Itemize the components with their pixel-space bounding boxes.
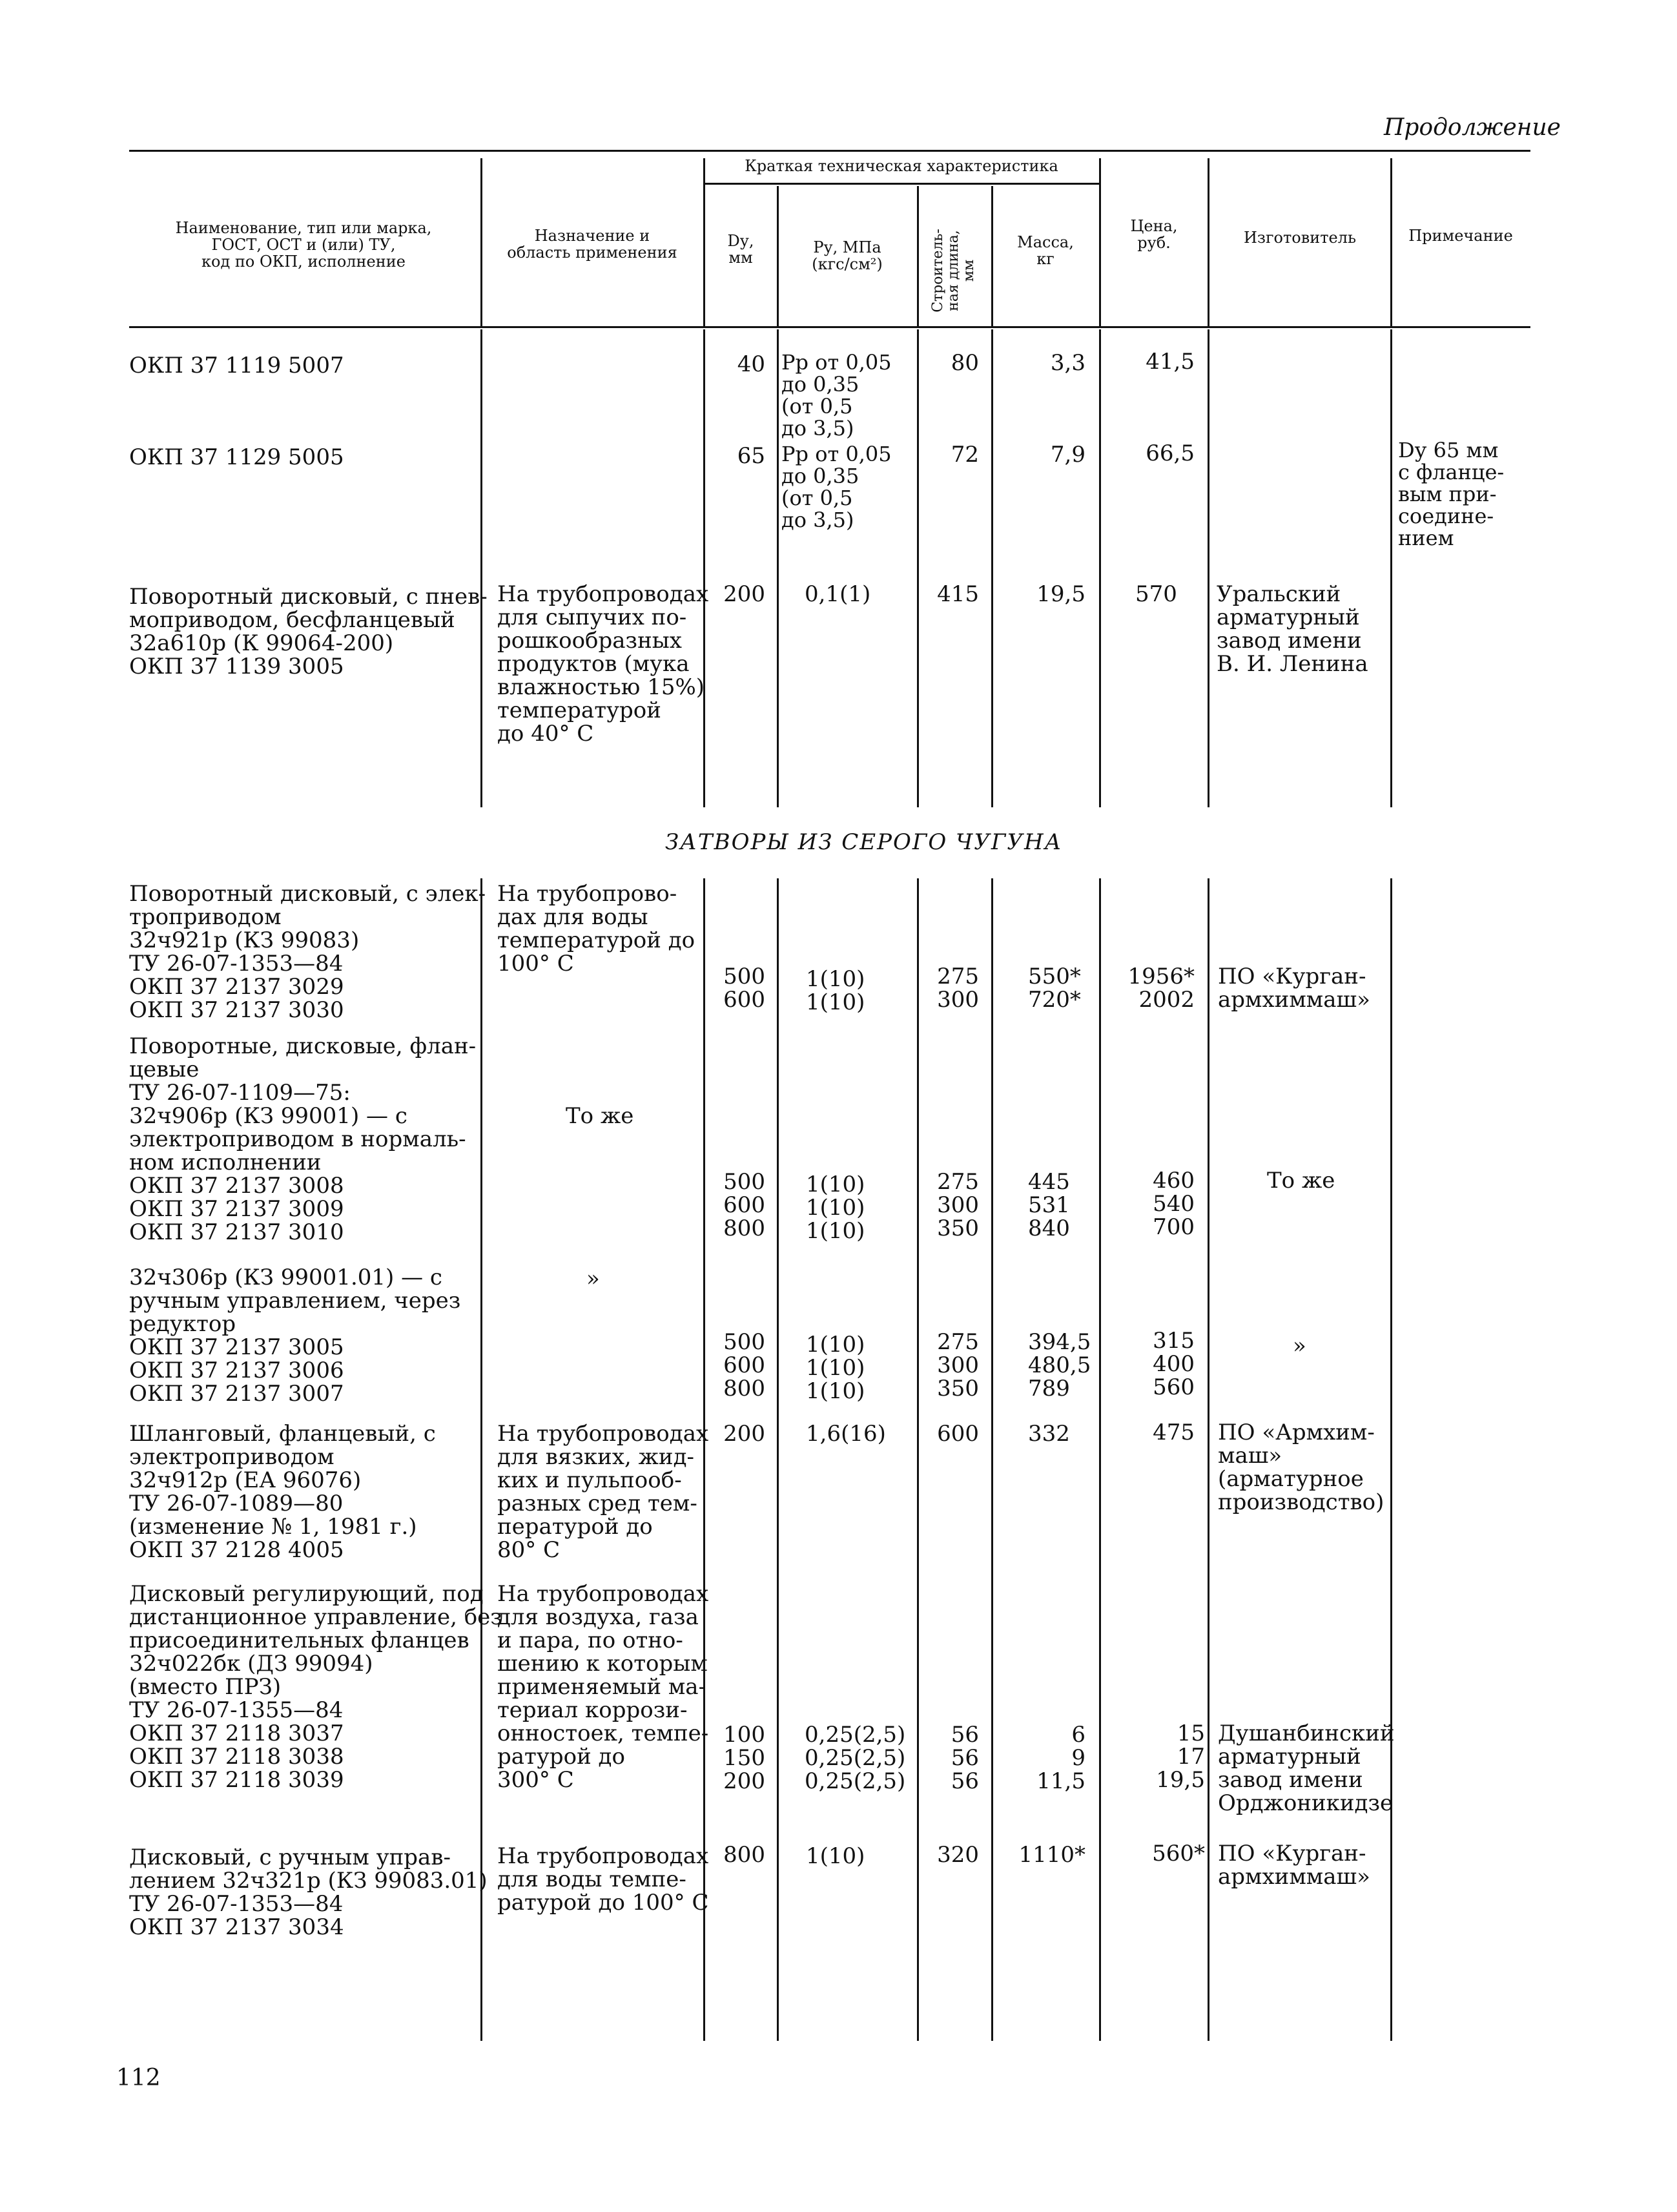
row-5-mass: 394,5 480,5 789 bbox=[1028, 1329, 1091, 1401]
row-4-name: Поворотные, дисковые, флан- цевые ТУ 26-07-1109—75: 32ч906р (КЗ 99001) — с электроприводом в нормаль- ном исполнении ОКП 37 2137 3008 ОКП 37 2137 3009 ОКП 37 2137 3010 bbox=[129, 1033, 477, 1245]
body-divider bbox=[1208, 878, 1209, 2041]
row-4-length: 275 300 350 bbox=[937, 1169, 979, 1241]
row-0-pn: Pр от 0,05 до 0,35 (от 0,5 до 3,5) bbox=[781, 350, 892, 440]
header-bottom-rule bbox=[129, 326, 1530, 328]
body-divider bbox=[1099, 329, 1101, 807]
row-1-pn: Pр от 0,05 до 0,35 (от 0,5 до 3,5) bbox=[781, 442, 892, 532]
row-2-price: 570 bbox=[1135, 581, 1177, 607]
row-0-name: ОКП 37 1119 5007 bbox=[129, 353, 344, 378]
header-divider bbox=[1208, 158, 1209, 326]
row-0-dn: 40 bbox=[737, 351, 765, 377]
header-note: Примечание bbox=[1408, 227, 1513, 245]
continuation-label: Продолжение bbox=[1384, 114, 1561, 141]
row-2-name: Поворотный дисковый, с пнев- моприводом, бесфланцевый 32а610р (К 99064-200) ОКП 37 1139 3005 bbox=[129, 584, 488, 679]
row-1-mass: 7,9 bbox=[1050, 442, 1085, 468]
row-8-pn: 1(10) bbox=[806, 1843, 865, 1869]
body-divider bbox=[1390, 878, 1392, 2041]
row-7-dn: 100 150 200 bbox=[723, 1722, 765, 1794]
body-divider bbox=[480, 329, 482, 807]
row-2-dn: 200 bbox=[723, 581, 765, 607]
row-8-length: 320 bbox=[937, 1842, 979, 1868]
row-5-name: 32ч306р (КЗ 99001.01) — с ручным управлением, через редуктор ОКП 37 2137 3005 ОКП 37 2137 3006 ОКП 37 2137 3007 bbox=[129, 1265, 461, 1407]
row-6-purpose: На трубопроводах для вязких, жид- ких и пульпооб- разных сред тем- пературой до 80° С bbox=[497, 1421, 709, 1563]
row-7-purpose: На трубопроводах для воздуха, газа и пара, по отно- шению к которым применяемый ма- териал коррози- онностоек, темпе- ратурой до 300° С bbox=[497, 1581, 709, 1793]
row-1-length: 72 bbox=[951, 442, 979, 468]
header-divider bbox=[480, 158, 482, 326]
row-6-name: Шланговый, фланцевый, с электроприводом 32ч912р (ЕА 96076) ТУ 26-07-1089—80 (изменение № 1, 1981 г.) ОКП 37 2128 4005 bbox=[129, 1421, 436, 1563]
row-7-price: 15 17 19,5 bbox=[1156, 1721, 1205, 1793]
row-8-purpose: На трубопроводах для воды темпе- ратурой до 100° С bbox=[497, 1843, 709, 1916]
row-1-name: ОКП 37 1129 5005 bbox=[129, 444, 344, 470]
row-0-mass: 3,3 bbox=[1050, 350, 1085, 376]
body-divider bbox=[1099, 878, 1101, 2041]
header-name: Наименование, тип или марка, ГОСТ, ОСТ и (или) ТУ, код по ОКП, исполнение bbox=[175, 219, 432, 271]
header-mass: Масса, кг bbox=[1017, 233, 1074, 268]
header-group: Краткая техническая характеристика bbox=[745, 157, 1058, 175]
header-dn: Dу, мм bbox=[727, 232, 754, 267]
row-8-maker: ПО «Курган- армхиммаш» bbox=[1218, 1841, 1370, 1890]
row-6-dn: 200 bbox=[723, 1421, 765, 1447]
body-divider bbox=[1208, 329, 1209, 807]
header-maker: Изготовитель bbox=[1243, 229, 1357, 247]
row-7-pn: 0,25(2,5) 0,25(2,5) 0,25(2,5) bbox=[805, 1722, 906, 1794]
row-6-maker: ПО «Армхим- маш» (арматурное производство) bbox=[1218, 1420, 1384, 1515]
row-8-dn: 800 bbox=[723, 1842, 765, 1868]
body-divider bbox=[777, 878, 779, 2041]
table-top-rule bbox=[129, 150, 1530, 152]
header-purpose: Назначение и область применения bbox=[507, 227, 677, 262]
body-divider bbox=[991, 329, 993, 807]
row-4-price: 460 540 700 bbox=[1153, 1168, 1195, 1240]
row-0-length: 80 bbox=[951, 350, 979, 376]
header-pn: Pу, МПа (кгс/см²) bbox=[812, 238, 883, 273]
row-3-length: 275 300 bbox=[937, 964, 979, 1013]
row-5-pn: 1(10) 1(10) 1(10) bbox=[806, 1332, 865, 1404]
header-price: Цена, руб. bbox=[1130, 217, 1178, 252]
row-2-pn: 0,1(1) bbox=[805, 581, 871, 607]
row-1-price: 66,5 bbox=[1146, 440, 1195, 466]
row-7-name: Дисковый регулирующий, под дистанционное управление, без присоединительных фланцев 32ч022бк (ДЗ 99094) (вместо ПРЗ) ТУ 26-07-1355—84 ОКП 37 2118 3037 ОКП 37 2118 3038 ОКП 37 2118 3039 bbox=[129, 1581, 502, 1793]
row-8-name: Дисковый, с ручным управ- лением 32ч321р (КЗ 99083.01) ТУ 26-07-1353—84 ОКП 37 2137 3034 bbox=[129, 1845, 488, 1940]
row-4-maker: То же bbox=[1267, 1168, 1335, 1194]
row-2-maker: Уральский арматурный завод имени В. И. Ленина bbox=[1217, 581, 1368, 677]
group-rule bbox=[704, 183, 1099, 185]
body-divider bbox=[777, 329, 779, 807]
row-8-price: 560* bbox=[1152, 1841, 1205, 1866]
row-5-dn: 500 600 800 bbox=[723, 1329, 765, 1401]
section-title: ЗАТВОРЫ ИЗ СЕРОГО ЧУГУНА bbox=[665, 829, 1063, 855]
row-7-mass: 6 9 11,5 bbox=[1036, 1722, 1085, 1794]
row-5-length: 275 300 350 bbox=[937, 1329, 979, 1401]
row-3-pn: 1(10) 1(10) bbox=[806, 966, 865, 1015]
row-6-mass: 332 bbox=[1028, 1421, 1070, 1447]
row-7-maker: Душанбинский арматурный завод имени Орджоникидзе bbox=[1218, 1721, 1395, 1816]
row-2-mass: 19,5 bbox=[1036, 581, 1085, 607]
row-4-pn: 1(10) 1(10) 1(10) bbox=[806, 1172, 865, 1244]
row-3-maker: ПО «Курган- армхиммаш» bbox=[1218, 964, 1370, 1013]
row-3-dn: 500 600 bbox=[723, 964, 765, 1013]
row-6-price: 475 bbox=[1153, 1420, 1195, 1445]
row-5-price: 315 400 560 bbox=[1153, 1328, 1195, 1400]
row-7-length: 56 56 56 bbox=[951, 1722, 979, 1794]
body-divider bbox=[991, 878, 993, 2041]
header-divider bbox=[917, 186, 919, 326]
page-number: 112 bbox=[116, 2065, 161, 2091]
body-divider bbox=[917, 878, 919, 2041]
row-5-maker: » bbox=[1293, 1333, 1306, 1359]
row-3-name: Поворотный дисковый, с элек- троприводом 32ч921р (КЗ 99083) ТУ 26-07-1353—84 ОКП 37 2137 3029 ОКП 37 2137 3030 bbox=[129, 881, 486, 1023]
row-6-pn: 1,6(16) bbox=[806, 1421, 886, 1447]
body-divider bbox=[917, 329, 919, 807]
row-3-mass: 550* 720* bbox=[1028, 964, 1081, 1013]
row-1-dn: 65 bbox=[737, 443, 765, 469]
row-8-mass: 1110* bbox=[1018, 1842, 1085, 1868]
row-5-purpose: » bbox=[586, 1266, 600, 1292]
row-4-mass: 445 531 840 bbox=[1028, 1169, 1070, 1241]
row-6-length: 600 bbox=[937, 1421, 979, 1447]
row-4-dn: 500 600 800 bbox=[723, 1169, 765, 1241]
row-2-purpose: На трубопроводах для сыпучих по- рошкообразных продуктов (мука влажностью 15%) температурой до 40° С bbox=[497, 581, 709, 747]
body-divider bbox=[1390, 329, 1392, 807]
header-divider bbox=[1099, 158, 1101, 326]
row-0-price: 41,5 bbox=[1146, 349, 1195, 375]
header-length: Строитель- ная длина, мм bbox=[930, 229, 977, 313]
row-1-note: Dу 65 мм с фланце- вым при- соедине- нием bbox=[1398, 438, 1505, 550]
row-2-length: 415 bbox=[937, 581, 979, 607]
row-3-price: 1956* 2002 bbox=[1127, 964, 1195, 1013]
row-4-purpose: То же bbox=[566, 1103, 634, 1129]
row-3-purpose: На трубопрово- дах для воды температурой до 100° С bbox=[497, 881, 695, 977]
